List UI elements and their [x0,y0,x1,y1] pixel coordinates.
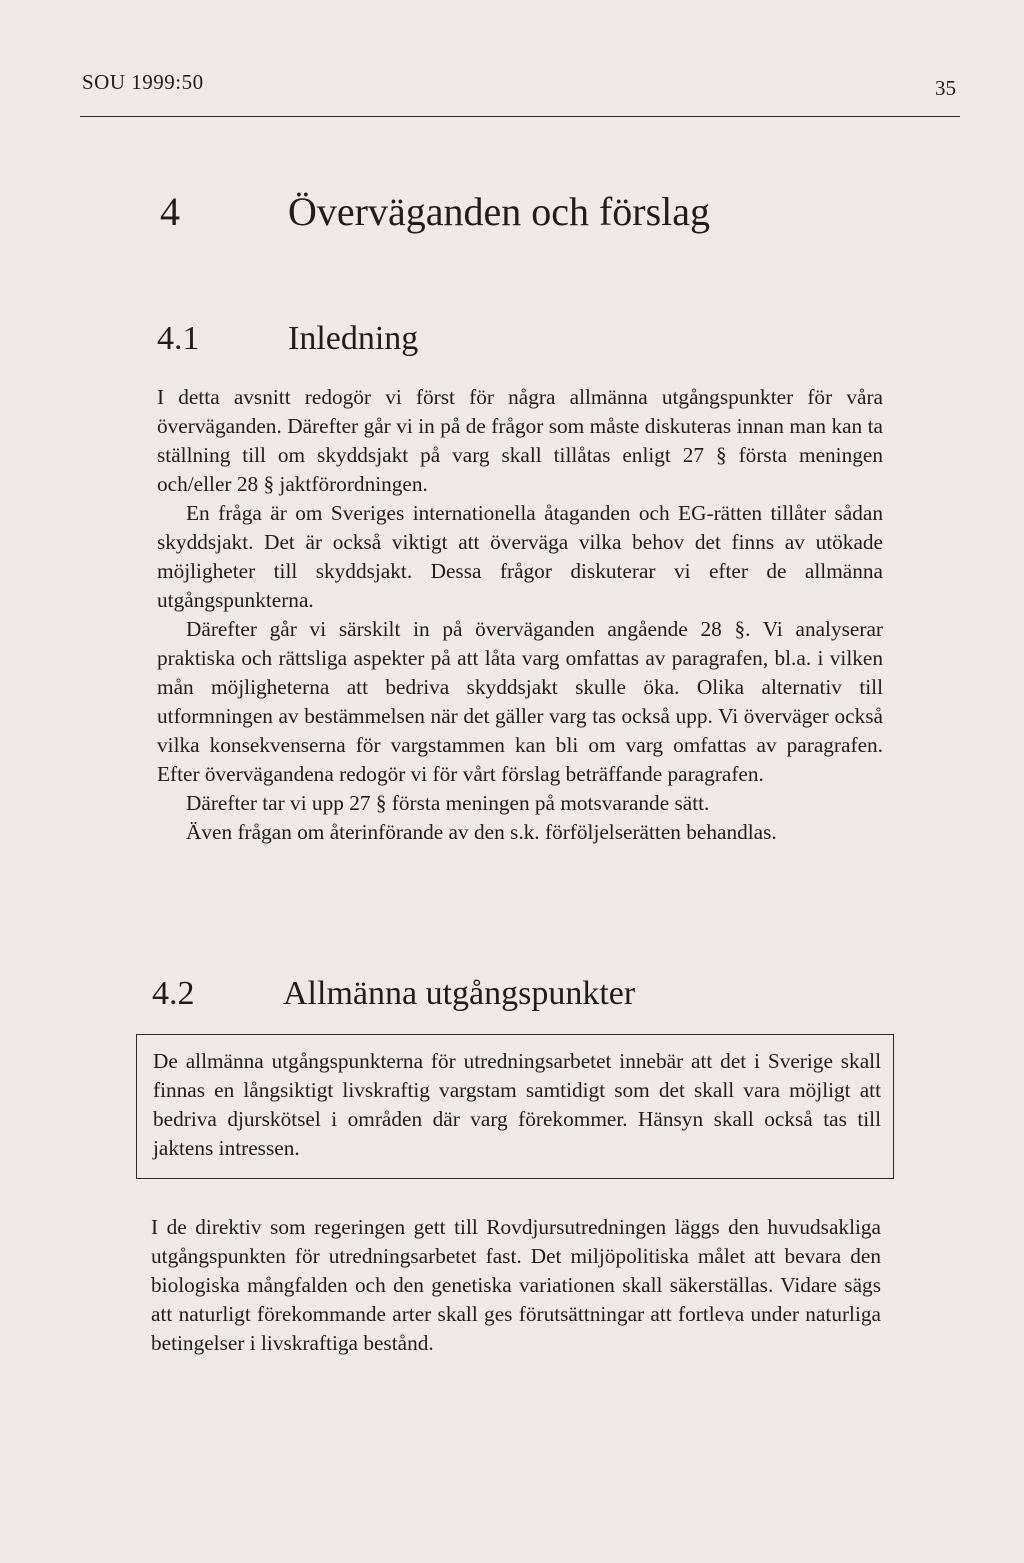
section-4-2-body [151,1213,881,1358]
section-number-4-1: 4.1 [157,320,200,357]
section-title-4-1: Inledning [288,320,419,357]
running-header-series: SOU 1999:50 [82,70,204,94]
section-4-1-body [157,383,883,847]
summary-box: De allmänna utgångspunkterna för utredningsarbetet innebär att det i Sverige skall finnas en långsiktigt livskraftig vargstam samtidigt som det skall vara möjligt att bedriva djurskötsel i områden där varg förekommer. Hänsyn skall också tas till jaktens intressen. [136,1034,894,1179]
paragraph: Därefter tar vi upp 27 § första meningen på motsvarande sätt. [186,791,710,815]
section-number-4-2: 4.2 [152,975,195,1012]
paragraph: Även frågan om återinförande av den s.k. förföljelserätten behandlas. [186,820,777,844]
paragraph: En fråga är om Sveriges internationella åtaganden och EG-rätten tillåter sådan skyddsjakt. Det är också viktigt att överväga vilka behov det finns av utökade möjligheter till skyddsjakt. Dessa frågor diskuterar vi efter de allmänna utgångspunkterna. [157,501,883,612]
header-divider [80,116,960,117]
paragraph: Därefter går vi särskilt in på överväganden angående 28 §. Vi analyserar praktiska och rättsliga aspekter på att låta varg omfattas av paragrafen, bl.a. i vilken mån möjligheterna att bedriva skyddsjakt skulle öka. Olika alternativ till utformningen av bestämmelsen när det gäller varg tas också upp. Vi överväger också vilka konsekvenserna för vargstammen kan bli om varg omfattas av paragrafen. Efter övervägandena redogör vi för vårt förslag beträffande paragrafen. [157,617,883,786]
page-number: 35 [935,76,956,100]
chapter-title: Överväganden och förslag [288,189,711,234]
chapter-number: 4 [160,189,180,234]
section-title-4-2: Allmänna utgångspunkter [283,975,636,1012]
paragraph: I de direktiv som regeringen gett till Rovdjursutredningen läggs den huvudsakliga utgångspunkten för utredningsarbetet fast. Det miljöpolitiska målet att bevara den biologiska mångfalden och den genetiska variationen skall säkerställas. Vidare sägs att naturligt förekommande arter skall ges förutsättningar att fortleva under naturliga betingelser i livskraftiga bestånd. [151,1215,881,1355]
paragraph: I detta avsnitt redogör vi först för några allmänna utgångspunkter för våra överväganden. Därefter går vi in på de frågor som måste diskuteras innan man kan ta ställning till om skyddsjakt på varg skall tillåtas enligt 27 § första meningen och/eller 28 § jaktförordningen. [157,385,883,496]
